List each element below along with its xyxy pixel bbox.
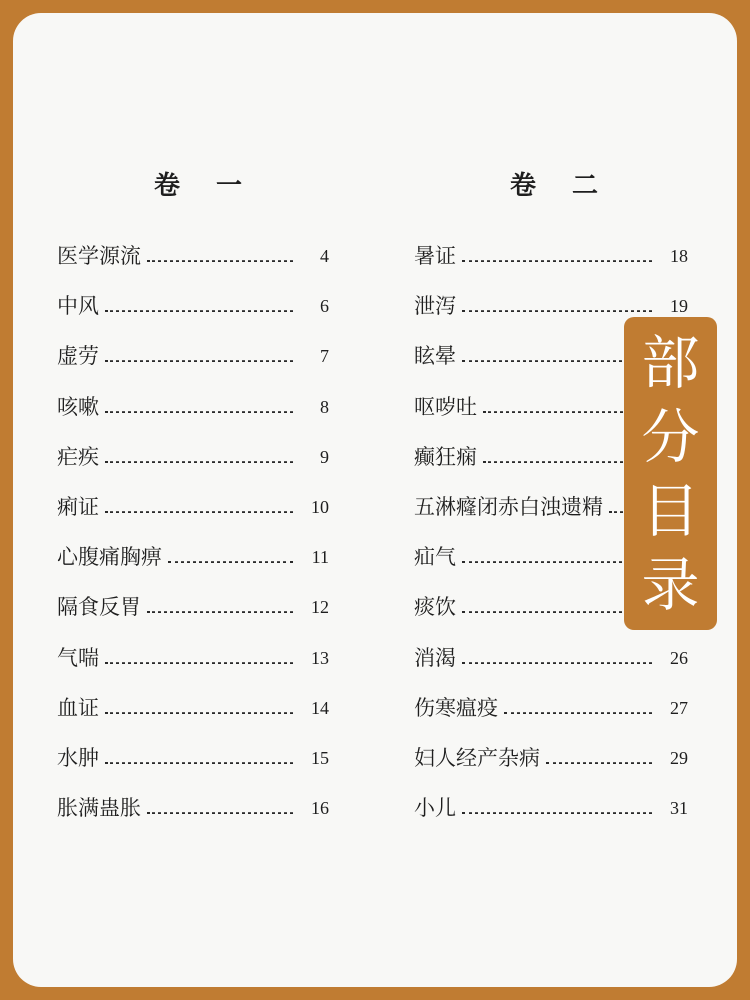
toc-entry-label: 血证 xyxy=(57,695,99,720)
toc-entry-label: 疝气 xyxy=(414,545,456,570)
leader-dots xyxy=(105,651,293,664)
leader-dots xyxy=(105,300,293,313)
toc-entry-page: 26 xyxy=(670,647,688,668)
badge-char: 目 xyxy=(641,476,700,545)
volume-1-toc xyxy=(57,241,329,843)
leader-dots xyxy=(105,450,293,463)
toc-entry xyxy=(414,693,688,743)
toc-entry-label: 暑证 xyxy=(414,244,456,268)
volume-2-title-number: 二 xyxy=(572,171,601,201)
toc-entry-label: 五淋癃闭赤白浊遗精 xyxy=(414,494,603,519)
leader-dots xyxy=(546,751,652,764)
leader-dots xyxy=(462,801,652,814)
toc-entry-label: 呕哕吐 xyxy=(414,394,477,419)
toc-entry xyxy=(414,743,688,793)
toc-entry-page: 14 xyxy=(311,697,329,718)
toc-entry-label: 水肿 xyxy=(57,745,99,770)
toc-entry xyxy=(57,592,329,642)
toc-entry-label: 心腹痛胸痹 xyxy=(57,545,162,570)
toc-entry xyxy=(57,392,329,442)
toc-entry xyxy=(57,442,329,492)
toc-entry-label: 痢证 xyxy=(57,494,99,519)
leader-dots xyxy=(462,651,652,664)
leader-dots xyxy=(462,249,652,262)
leader-dots xyxy=(105,701,293,714)
toc-entry-page: 19 xyxy=(670,296,688,317)
toc-entry-label: 消渴 xyxy=(414,645,456,670)
badge-char: 部 xyxy=(641,328,700,397)
badge-char: 录 xyxy=(641,550,700,619)
leader-dots xyxy=(105,350,293,363)
volume-2-title-char: 卷 xyxy=(510,171,539,201)
toc-entry xyxy=(57,341,329,391)
toc-entry-page: 9 xyxy=(320,446,329,467)
badge-char: 分 xyxy=(641,402,700,471)
toc-entry-label: 隔食反胃 xyxy=(57,595,141,620)
volume-1-title xyxy=(154,165,244,202)
toc-entry-page: 27 xyxy=(670,697,688,718)
leader-dots xyxy=(147,601,293,614)
toc-entry-label: 疟疾 xyxy=(57,444,99,469)
leader-dots xyxy=(105,400,293,413)
toc-entry-label: 妇人经产杂病 xyxy=(414,745,540,770)
toc-entry-page: 11 xyxy=(311,547,329,568)
leader-dots xyxy=(147,801,293,814)
volume-1-title-number: 一 xyxy=(216,171,245,201)
toc-entry-label: 气喘 xyxy=(57,645,99,670)
leader-dots xyxy=(105,751,293,764)
toc-entry-page: 7 xyxy=(320,346,329,367)
volume-2-title xyxy=(510,165,600,202)
toc-entry xyxy=(57,291,329,341)
toc-entry-page: 29 xyxy=(670,747,688,768)
partial-contents-badge xyxy=(624,317,717,630)
toc-entry xyxy=(57,643,329,693)
toc-entry-label: 痰饮 xyxy=(414,595,456,620)
toc-entry-page: 10 xyxy=(311,496,329,517)
toc-entry-label: 泄泻 xyxy=(414,294,456,319)
toc-entry-page: 6 xyxy=(320,296,329,317)
leader-dots xyxy=(105,500,293,513)
toc-entry xyxy=(57,743,329,793)
toc-entry xyxy=(57,492,329,542)
toc-entry xyxy=(414,793,688,843)
toc-entry-label: 中风 xyxy=(57,294,99,319)
toc-entry-label: 眩晕 xyxy=(414,344,456,369)
toc-entry-label: 咳嗽 xyxy=(57,394,99,419)
leader-dots xyxy=(168,551,293,564)
toc-entry-page: 31 xyxy=(670,798,688,819)
toc-entry xyxy=(57,241,329,291)
toc-entry-label: 癫狂痫 xyxy=(414,444,477,469)
toc-entry xyxy=(414,643,688,693)
toc-entry-label: 伤寒瘟疫 xyxy=(414,695,498,720)
leader-dots xyxy=(147,249,293,262)
toc-entry-page: 8 xyxy=(320,396,329,417)
toc-entry-label: 医学源流 xyxy=(57,244,141,268)
toc-entry-page: 4 xyxy=(320,246,329,266)
toc-entry xyxy=(57,793,329,843)
volume-1-title-char: 卷 xyxy=(154,171,183,201)
toc-entry-page: 16 xyxy=(311,798,329,819)
toc-entry xyxy=(57,693,329,743)
leader-dots xyxy=(462,300,652,313)
toc-entry xyxy=(57,542,329,592)
toc-entry-page: 13 xyxy=(311,647,329,668)
toc-entry-label: 胀满蛊胀 xyxy=(57,796,141,821)
toc-entry-page: 15 xyxy=(311,747,329,768)
leader-dots xyxy=(504,701,652,714)
toc-entry xyxy=(414,241,688,291)
toc-entry-page: 12 xyxy=(311,597,329,618)
toc-entry-label: 虚劳 xyxy=(57,344,99,369)
toc-entry-label: 小儿 xyxy=(414,796,456,821)
toc-entry-page: 18 xyxy=(670,246,688,266)
